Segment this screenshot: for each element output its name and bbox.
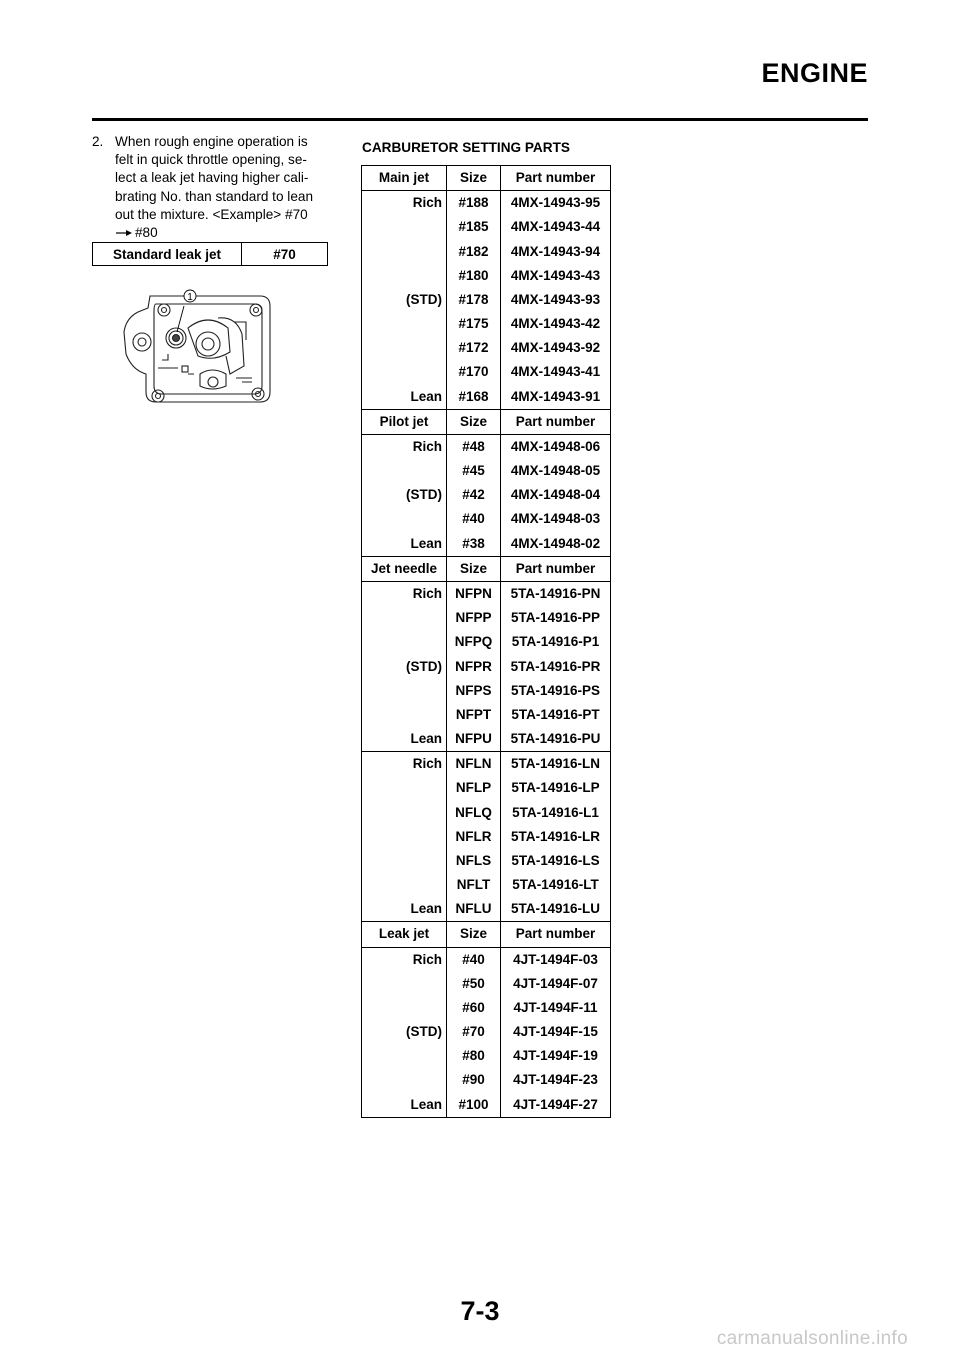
setting-cell [362, 360, 447, 384]
part-number-cell: 5TA-14916-LN [501, 752, 611, 777]
column-header: Size [447, 556, 501, 581]
size-cell: #38 [447, 532, 501, 557]
watermark: carmanualsonline.info [716, 1328, 908, 1349]
setting-cell: (STD) [362, 288, 447, 312]
setting-cell [362, 1044, 447, 1068]
size-cell: NFPN [447, 581, 501, 606]
setting-cell: Rich [362, 581, 447, 606]
right-arrow-icon [115, 229, 133, 237]
callout-leader-line [177, 306, 184, 332]
column-header: Jet needle [362, 556, 447, 581]
step-arrow-text: #80 [135, 225, 158, 241]
part-number-cell: 4JT-1494F-19 [513, 1048, 598, 1064]
size-cell: #40 [447, 507, 501, 531]
part-number-cell: 5TA-14916-PT [511, 706, 600, 722]
step-line: brating No. than standard to lean [115, 188, 313, 204]
size-cell: #45 [447, 459, 501, 483]
setting-cell [362, 825, 447, 849]
size-cell: NFLS [447, 849, 501, 873]
step-line: felt in quick throttle opening, se- [115, 152, 307, 168]
table-row [362, 581, 611, 606]
column-header: Part number [501, 556, 611, 581]
size-cell: NFPU [447, 727, 501, 752]
table-row [362, 336, 611, 360]
setting-cell [362, 776, 447, 800]
part-number-cell: 4MX-14943-44 [510, 219, 601, 235]
column-header: Pilot jet [362, 409, 447, 434]
part-number-cell: 5TA-14916-PR [510, 658, 601, 674]
part-number-cell: 4MX-14943-95 [510, 195, 601, 211]
size-cell: #188 [447, 191, 501, 216]
table-row [362, 532, 611, 557]
setting-cell [362, 849, 447, 873]
standard-leak-jet-value: #70 [242, 243, 328, 266]
setting-cell [362, 1068, 447, 1092]
carburetor-float-bowl-illustration [118, 282, 280, 412]
setting-cell: Lean [362, 897, 447, 922]
size-cell: NFLN [447, 752, 501, 777]
table-row [362, 825, 611, 849]
table-row [362, 972, 611, 996]
part-number-cell: 4JT-1494F-07 [513, 975, 598, 991]
part-number-cell: 4MX-14948-06 [510, 438, 601, 454]
size-cell: #90 [447, 1068, 501, 1092]
size-cell: #70 [447, 1020, 501, 1044]
part-number-cell: 5TA-14916-LU [510, 901, 601, 917]
size-cell: #178 [447, 288, 501, 312]
size-cell: #180 [447, 264, 501, 288]
size-cell: NFPS [447, 679, 501, 703]
size-cell: NFLP [447, 776, 501, 800]
standard-leak-jet-table [92, 242, 328, 266]
setting-cell [362, 679, 447, 703]
setting-cell [362, 215, 447, 239]
part-number-cell: 4MX-14943-43 [510, 267, 601, 283]
page-number: 7-3 [460, 1296, 500, 1326]
column-header: Main jet [362, 166, 447, 191]
setting-cell: Lean [362, 1093, 447, 1118]
table-header-row [362, 556, 611, 581]
size-cell: #168 [447, 385, 501, 410]
part-number-cell: 5TA-14916-LP [511, 780, 600, 796]
part-number-cell: 4MX-14948-05 [510, 463, 601, 479]
step-line: out the mixture. <Example> #70 [115, 206, 308, 222]
table-row [362, 264, 611, 288]
setting-cell: (STD) [362, 654, 447, 678]
table-header-row [362, 922, 611, 947]
setting-cell [362, 972, 447, 996]
table-row [362, 1044, 611, 1068]
step-number: 2. [92, 134, 104, 149]
setting-cell [362, 336, 447, 360]
size-cell: #50 [447, 972, 501, 996]
setting-cell [362, 996, 447, 1020]
setting-cell: Rich [362, 434, 447, 459]
table-row [362, 630, 611, 654]
part-number-cell: 5TA-14916-PN [510, 586, 601, 601]
carburetor-setting-parts-table [361, 165, 611, 1118]
table-row [362, 800, 611, 824]
part-number-cell: 5TA-14916-PU [510, 731, 601, 747]
part-number-cell: 5TA-14916-L1 [512, 804, 599, 820]
part-number-cell: 4JT-1494F-11 [513, 999, 598, 1015]
size-cell: #80 [447, 1044, 501, 1068]
setting-cell [362, 459, 447, 483]
setting-cell [362, 606, 447, 630]
table-row [362, 459, 611, 483]
part-number-cell: 4JT-1494F-15 [513, 1024, 598, 1040]
table-header-row [362, 166, 611, 191]
table-row [362, 434, 611, 459]
size-cell: NFLR [447, 825, 501, 849]
part-number-cell: 4MX-14943-41 [510, 364, 601, 380]
column-header: Part number [501, 922, 611, 947]
size-cell: #100 [447, 1093, 501, 1118]
table-row [362, 703, 611, 727]
part-number-cell: 4MX-14943-93 [510, 291, 601, 307]
table-row [362, 1093, 611, 1118]
size-cell: #172 [447, 336, 501, 360]
setting-cell [362, 873, 447, 897]
size-cell: NFLT [447, 873, 501, 897]
table-row [362, 776, 611, 800]
setting-cell: Lean [362, 532, 447, 557]
table-row [362, 191, 611, 216]
part-number-cell: 5TA-14916-PP [510, 610, 601, 626]
part-number-cell: 4MX-14943-94 [510, 243, 601, 259]
table-row [362, 240, 611, 264]
column-header: Part number [501, 409, 611, 434]
column-header: Leak jet [362, 922, 447, 947]
table-row [93, 243, 328, 266]
section-heading: CARBURETOR SETTING PARTS [362, 140, 570, 155]
part-number-cell: 5TA-14916-PS [510, 682, 601, 698]
header-divider [92, 118, 868, 121]
table-row [362, 606, 611, 630]
column-header: Size [447, 922, 501, 947]
size-cell: NFPQ [447, 630, 501, 654]
column-header: Part number [501, 166, 611, 191]
table-row [362, 483, 611, 507]
column-header: Size [447, 166, 501, 191]
table-row [362, 1068, 611, 1092]
table-row [362, 360, 611, 384]
size-cell: #48 [447, 434, 501, 459]
table-row [362, 507, 611, 531]
table-row [362, 996, 611, 1020]
part-number-cell: 4MX-14948-04 [510, 487, 601, 503]
size-cell: #170 [447, 360, 501, 384]
setting-cell: Rich [362, 752, 447, 777]
part-number-cell: 5TA-14916-LS [511, 852, 600, 868]
part-number-cell: 5TA-14916-LT [512, 877, 599, 893]
setting-cell [362, 800, 447, 824]
part-number-cell: 5TA-14916-LR [510, 828, 601, 844]
table-row [362, 727, 611, 752]
part-number-cell: 5TA-14916-P1 [511, 634, 600, 650]
table-row [362, 679, 611, 703]
table-row [362, 215, 611, 239]
setting-cell [362, 264, 447, 288]
size-cell: NFLU [447, 897, 501, 922]
size-cell: #182 [447, 240, 501, 264]
instruction-step [92, 133, 342, 242]
size-cell: NFPR [447, 654, 501, 678]
size-cell: NFPP [447, 606, 501, 630]
table-row [362, 947, 611, 972]
step-line: lect a leak jet having higher cali- [115, 170, 309, 186]
part-number-cell: 4JT-1494F-03 [513, 951, 598, 967]
table-row [362, 654, 611, 678]
table-row [362, 312, 611, 336]
setting-cell: Rich [362, 947, 447, 972]
page-header-title: ENGINE [761, 58, 868, 88]
size-cell: NFLQ [447, 800, 501, 824]
part-number-cell: 4JT-1494F-27 [513, 1096, 598, 1112]
step-body [115, 133, 342, 242]
size-cell: #42 [447, 483, 501, 507]
setting-cell: Lean [362, 385, 447, 410]
table-header-row [362, 409, 611, 434]
setting-cell: (STD) [362, 483, 447, 507]
table-row [362, 897, 611, 922]
table-row [362, 1020, 611, 1044]
step-line-arrow [115, 224, 342, 242]
size-cell: #175 [447, 312, 501, 336]
setting-cell [362, 630, 447, 654]
column-header: Size [447, 409, 501, 434]
size-cell: #60 [447, 996, 501, 1020]
callout-number: 1 [187, 292, 193, 303]
setting-cell: Lean [362, 727, 447, 752]
setting-cell: (STD) [362, 1020, 447, 1044]
setting-cell [362, 703, 447, 727]
setting-cell [362, 507, 447, 531]
size-cell: #40 [447, 947, 501, 972]
part-number-cell: 4MX-14943-42 [510, 316, 601, 332]
size-cell: #185 [447, 215, 501, 239]
part-number-cell: 4JT-1494F-23 [513, 1072, 598, 1088]
setting-cell: Rich [362, 191, 447, 216]
table-row [362, 385, 611, 410]
part-number-cell: 4MX-14943-91 [510, 388, 601, 404]
table-row [362, 288, 611, 312]
table-row [362, 752, 611, 777]
part-number-cell: 4MX-14948-03 [510, 511, 601, 527]
table-row [362, 849, 611, 873]
size-cell: NFPT [447, 703, 501, 727]
standard-leak-jet-label: Standard leak jet [93, 243, 242, 266]
setting-cell [362, 240, 447, 264]
part-number-cell: 4MX-14943-92 [510, 340, 601, 356]
step-line: When rough engine operation is [115, 134, 308, 149]
part-number-cell: 4MX-14948-02 [510, 535, 601, 551]
setting-cell [362, 312, 447, 336]
table-row [362, 873, 611, 897]
